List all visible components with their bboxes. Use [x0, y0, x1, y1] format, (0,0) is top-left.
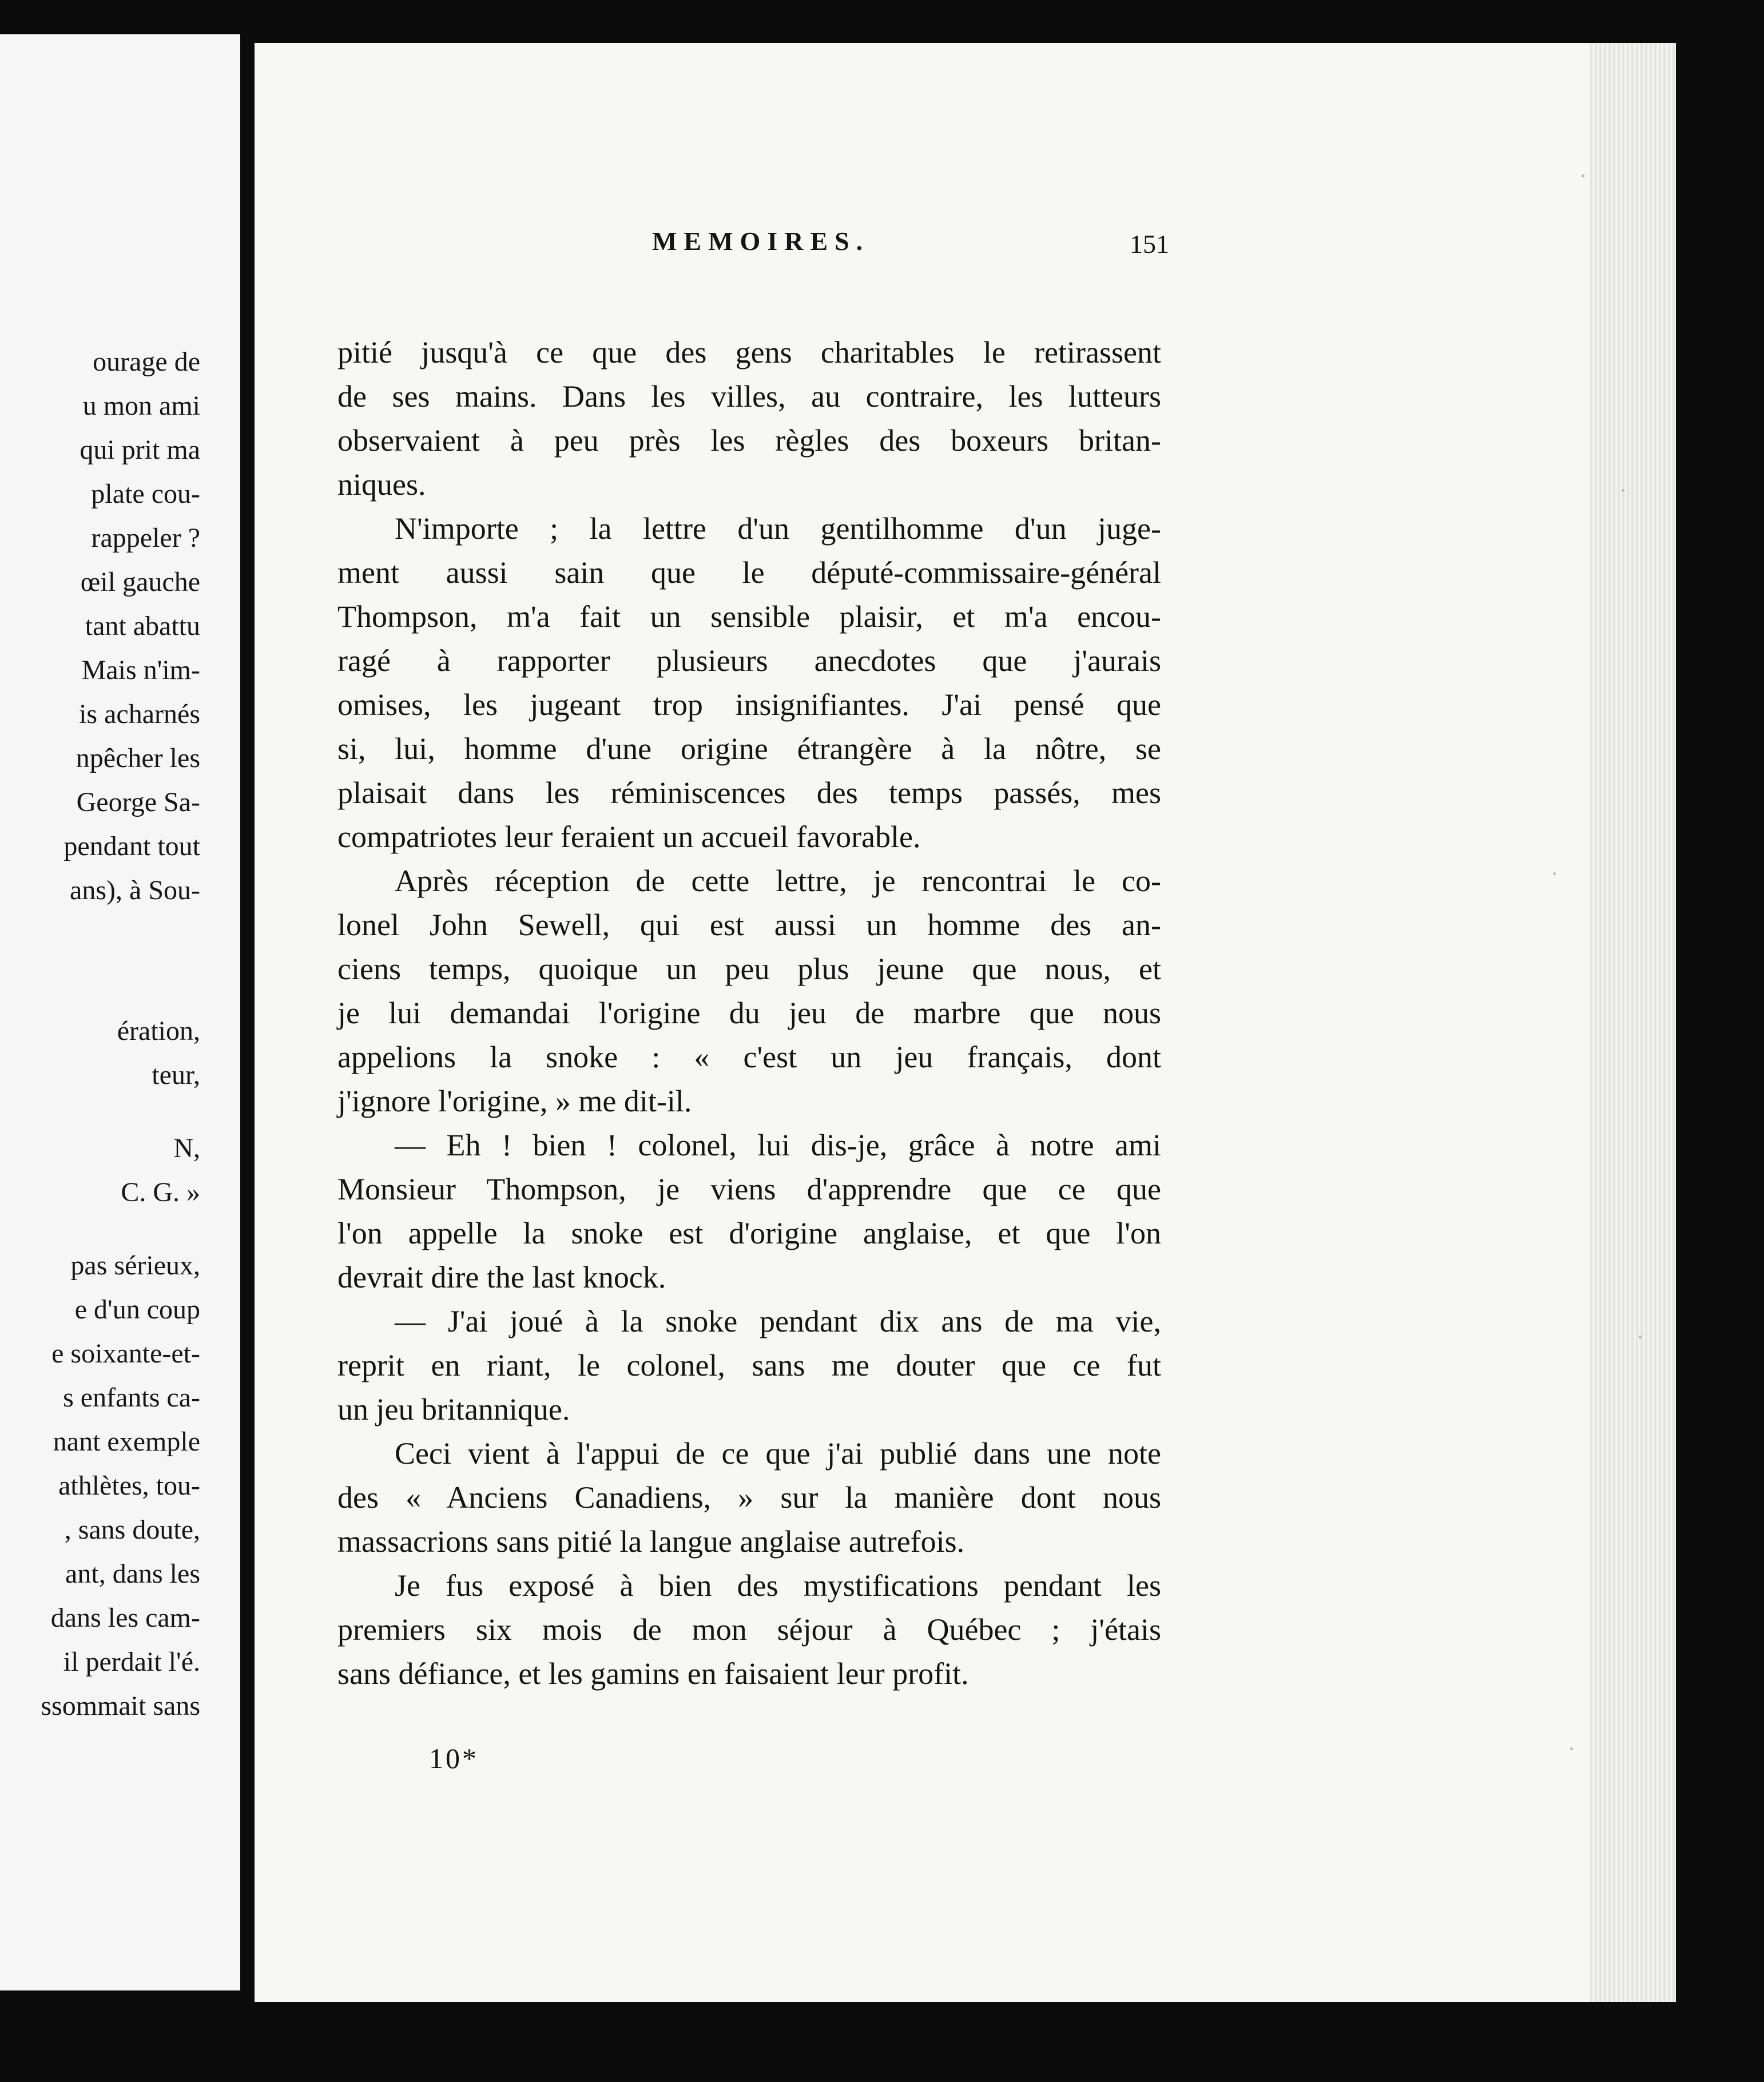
left-line: teur, [152, 1060, 200, 1090]
paper-speckle [1553, 872, 1556, 875]
text-line: pitié jusqu'à ce que des gens charitables le retirassent [337, 335, 1161, 369]
text-line: de ses mains. Dans les villes, au contraire, les lutteurs [337, 379, 1161, 414]
text-line: l'on appelle la snoke est d'origine anglaise, et que l'on [337, 1216, 1161, 1250]
left-line: Mais n'im- [81, 655, 200, 685]
text-line: ragé à rapporter plusieurs anecdotes que j'aurais [337, 643, 1161, 678]
text-line: Ceci vient à l'appui de ce que j'ai publié dans une note [395, 1436, 1161, 1471]
left-line: npêcher les [76, 743, 200, 773]
left-line: , sans doute, [64, 1515, 200, 1545]
left-line: e soixante-et- [51, 1338, 200, 1369]
left-line: nant exemple [53, 1427, 200, 1457]
text-line: massacrions sans pitié la langue anglaise autrefois. [337, 1524, 965, 1559]
left-line: athlètes, tou- [58, 1471, 200, 1501]
text-line: Après réception de cette lettre, je rencontrai le co- [395, 864, 1161, 898]
left-line: ssommait sans [41, 1691, 200, 1721]
text-line: premiers six mois de mon séjour à Québec ; j'étais [337, 1612, 1161, 1647]
left-line: is acharnés [79, 699, 200, 729]
book-gutter [240, 34, 255, 1990]
text-line: ment aussi sain que le député-commissaire-général [337, 555, 1161, 590]
left-line: pas sérieux, [70, 1250, 200, 1281]
page-edge [1590, 43, 1676, 2002]
page-number: 151 [1130, 229, 1169, 259]
text-line: Monsieur Thompson, je viens d'apprendre que ce que [337, 1172, 1161, 1206]
left-line: il perdait l'é. [63, 1647, 200, 1677]
text-line: omises, les jugeant trop insignifiantes. J'ai pensé que [337, 688, 1161, 722]
left-page [0, 34, 244, 1990]
paper-speckle [1622, 489, 1624, 492]
left-line: u mon ami [82, 391, 200, 421]
left-line: ans), à Sou- [70, 875, 200, 905]
text-line: — J'ai joué à la snoke pendant dix ans de ma vie, [395, 1304, 1161, 1338]
left-line: pendant tout [63, 831, 200, 861]
left-line: George Sa- [76, 787, 200, 817]
left-line: N, [173, 1133, 200, 1163]
text-line: des « Anciens Canadiens, » sur la manière dont nous [337, 1480, 1161, 1515]
text-line: ciens temps, quoique un peu plus jeune que nous, et [337, 952, 1161, 986]
text-line: observaient à peu près les règles des boxeurs britan- [337, 423, 1161, 458]
paper-speckle [1570, 1747, 1573, 1750]
text-line: N'importe ; la lettre d'un gentilhomme d'un juge- [395, 511, 1161, 546]
paper-speckle [1639, 1336, 1642, 1338]
text-line: devrait dire the last knock. [337, 1260, 666, 1294]
left-line: s enfants ca- [63, 1382, 200, 1413]
left-line: qui prit ma [80, 435, 200, 465]
running-head: MEMOIRES. [652, 227, 870, 256]
text-line: je lui demandai l'origine du jeu de marbre que nous [337, 996, 1161, 1030]
signature-mark: 10* [429, 1742, 479, 1774]
left-line: e d'un coup [74, 1294, 200, 1325]
text-line: si, lui, homme d'une origine étrangère à la nôtre, se [337, 732, 1161, 766]
left-line: rappeler ? [91, 523, 200, 553]
text-line: niques. [337, 467, 426, 502]
text-line: — Eh ! bien ! colonel, lui dis-je, grâce à notre ami [395, 1128, 1161, 1162]
text-line: sans défiance, et les gamins en faisaient leur profit. [337, 1656, 969, 1691]
text-line: plaisait dans les réminiscences des temps passés, mes [337, 776, 1161, 810]
left-line: plate cou- [91, 479, 200, 509]
text-line: un jeu britannique. [337, 1392, 570, 1427]
left-line: ourage de [93, 347, 200, 377]
left-line: œil gauche [80, 567, 200, 597]
paper-speckle [1582, 174, 1584, 177]
text-line: j'ignore l'origine, » me dit-il. [337, 1084, 692, 1118]
left-line: C. G. » [121, 1177, 200, 1207]
text-line: compatriotes leur feraient un accueil favorable. [337, 820, 921, 854]
left-line: dans les cam- [50, 1603, 200, 1633]
text-line: lonel John Sewell, qui est aussi un homme des an- [337, 908, 1161, 942]
left-line: ant, dans les [65, 1559, 200, 1589]
text-line: reprit en riant, le colonel, sans me douter que ce fut [337, 1348, 1161, 1382]
text-line: appelions la snoke : « c'est un jeu français, dont [337, 1040, 1161, 1074]
left-line: ération, [117, 1016, 200, 1046]
text-line: Thompson, m'a fait un sensible plaisir, et m'a encou- [337, 599, 1161, 634]
left-line: tant abattu [85, 611, 200, 641]
text-line: Je fus exposé à bien des mystifications pendant les [395, 1568, 1161, 1603]
